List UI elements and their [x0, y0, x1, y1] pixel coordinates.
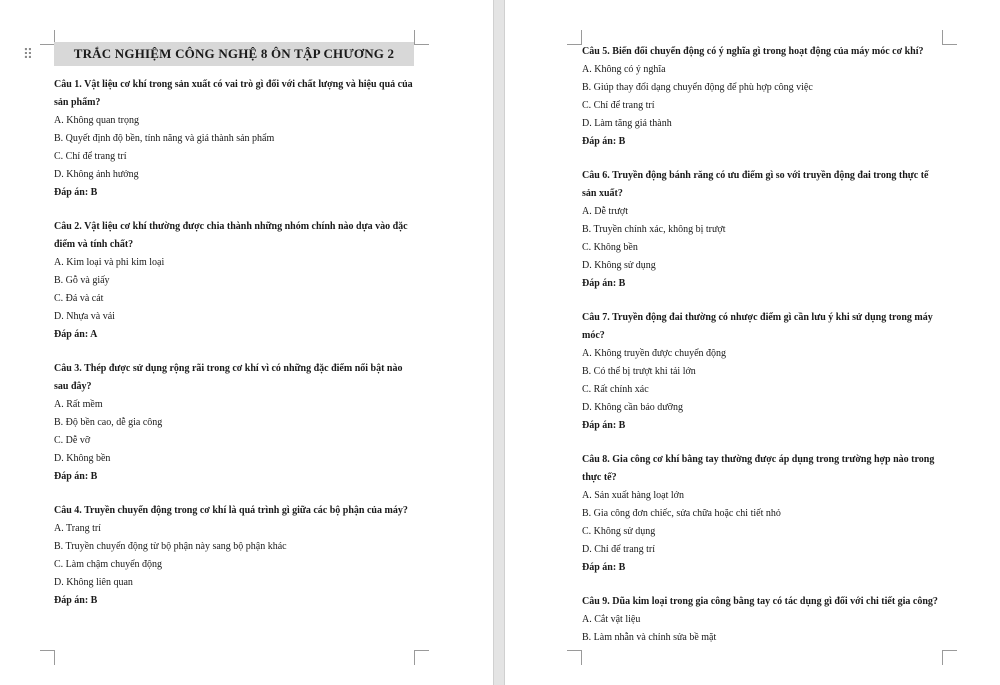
- page-gutter: [493, 0, 505, 685]
- answer-option: D. Không liên quan: [54, 577, 133, 588]
- answer-option: D. Không bền: [54, 453, 111, 464]
- answer-option: A. Cắt vật liệu: [582, 614, 641, 625]
- question-text: Câu 9. Dũa kim loại trong gia công bằng tay có tác dụng gì đối với chi tiết gia công?: [582, 596, 938, 607]
- answer-option: B. Gỗ và giấy: [54, 275, 110, 286]
- correct-answer: Đáp án: B: [582, 278, 626, 289]
- question-text: Câu 5. Biến đổi chuyển động có ý nghĩa gì trong hoạt động của máy móc cơ khí?: [582, 46, 924, 57]
- answer-option: B. Có thể bị trượt khi tải lớn: [582, 366, 696, 377]
- question-block: [582, 167, 942, 293]
- page-corner-mark: [942, 650, 957, 665]
- answer-option: C. Chỉ để trang trí: [54, 151, 127, 162]
- page-corner-mark: [567, 650, 582, 665]
- question-block: [54, 360, 414, 486]
- correct-answer: Đáp án: B: [582, 136, 626, 147]
- page-corner-mark: [414, 650, 429, 665]
- question-block: [582, 593, 942, 647]
- question-text: Câu 1. Vật liệu cơ khí trong sản xuất có vai trò gì đối với chất lượng và hiệu quả của sản phẩm?: [54, 79, 413, 108]
- answer-option: A. Dễ trượt: [582, 206, 628, 217]
- correct-answer: Đáp án: A: [54, 329, 98, 340]
- correct-answer: Đáp án: B: [54, 187, 98, 198]
- correct-answer: Đáp án: B: [582, 562, 626, 573]
- answer-option: C. Làm chậm chuyển động: [54, 559, 163, 570]
- question-list-left: [54, 76, 414, 626]
- document-title-banner: [54, 42, 414, 66]
- question-block: [54, 76, 414, 202]
- question-list-right: [582, 43, 942, 663]
- drag-handle-icon[interactable]: ⠿: [22, 47, 32, 63]
- question-block: [582, 43, 942, 151]
- question-text: Câu 6. Truyền động bánh răng có ưu điểm gì so với truyền động đai trong thực tế sản xuất?: [582, 170, 929, 199]
- question-text: Câu 7. Truyền động đai thường có nhược điểm gì cần lưu ý khi sử dụng trong máy móc?: [582, 312, 933, 341]
- document-page-left: [0, 0, 493, 685]
- document-title: TRẮC NGHIỆM CÔNG NGHỆ 8 ÔN TẬP CHƯƠNG 2: [73, 46, 395, 61]
- answer-option: A. Trang trí: [54, 523, 101, 534]
- answer-option: B. Giúp thay đổi dạng chuyển động để phù hợp công việc: [582, 82, 813, 93]
- answer-option: B. Gia công đơn chiếc, sửa chữa hoặc chi tiết nhỏ: [582, 508, 781, 519]
- answer-option: B. Quyết định độ bền, tính năng và giá thành sản phẩm: [54, 133, 275, 144]
- page-corner-mark: [414, 30, 429, 45]
- page-corner-mark: [40, 30, 55, 45]
- answer-option: B. Làm nhẵn và chỉnh sửa bề mặt: [582, 632, 717, 643]
- answer-option: A. Không quan trọng: [54, 115, 139, 126]
- answer-option: D. Không ảnh hưởng: [54, 169, 139, 180]
- answer-option: D. Nhựa và vải: [54, 311, 115, 322]
- answer-option: D. Làm tăng giá thành: [582, 118, 672, 129]
- answer-option: A. Kim loại và phi kim loại: [54, 257, 165, 268]
- answer-option: A. Rất mềm: [54, 399, 103, 410]
- question-block: [582, 451, 942, 577]
- page-corner-mark: [942, 30, 957, 45]
- question-text: Câu 4. Truyền chuyển động trong cơ khí là quá trình gì giữa các bộ phận của máy?: [54, 505, 408, 516]
- correct-answer: Đáp án: B: [54, 595, 98, 606]
- answer-option: B. Độ bền cao, dễ gia công: [54, 417, 163, 428]
- answer-option: D. Không cần bảo dưỡng: [582, 402, 683, 413]
- question-text: Câu 3. Thép được sử dụng rộng rãi trong cơ khí vì có những đặc điểm nổi bật nào sau đây?: [54, 363, 403, 392]
- question-block: [582, 309, 942, 435]
- correct-answer: Đáp án: B: [582, 420, 626, 431]
- answer-option: C. Rất chính xác: [582, 384, 649, 395]
- question-block: [54, 502, 414, 610]
- answer-option: C. Đá và cát: [54, 293, 104, 304]
- question-text: Câu 2. Vật liệu cơ khí thường được chia thành những nhóm chính nào dựa vào đặc điểm và tính chất?: [54, 221, 408, 250]
- answer-option: D. Chỉ để trang trí: [582, 544, 656, 555]
- answer-option: C. Dễ vỡ: [54, 435, 91, 446]
- answer-option: B. Truyền chính xác, không bị trượt: [582, 224, 726, 235]
- answer-option: A. Không có ý nghĩa: [582, 64, 666, 75]
- answer-option: C. Không bền: [582, 242, 638, 253]
- page-corner-mark: [567, 30, 582, 45]
- question-text: Câu 8. Gia công cơ khí bằng tay thường được áp dụng trong trường hợp nào trong thực tế?: [582, 454, 935, 483]
- question-block: [54, 218, 414, 344]
- answer-option: C. Không sử dụng: [582, 526, 656, 537]
- answer-option: C. Chỉ để trang trí: [582, 100, 655, 111]
- answer-option: A. Không truyền được chuyển động: [582, 348, 727, 359]
- answer-option: D. Không sử dụng: [582, 260, 656, 271]
- answer-option: B. Truyền chuyển động từ bộ phận này sang bộ phận khác: [54, 541, 287, 552]
- answer-option: A. Sản xuất hàng loạt lớn: [582, 490, 684, 501]
- page-corner-mark: [40, 650, 55, 665]
- correct-answer: Đáp án: B: [54, 471, 98, 482]
